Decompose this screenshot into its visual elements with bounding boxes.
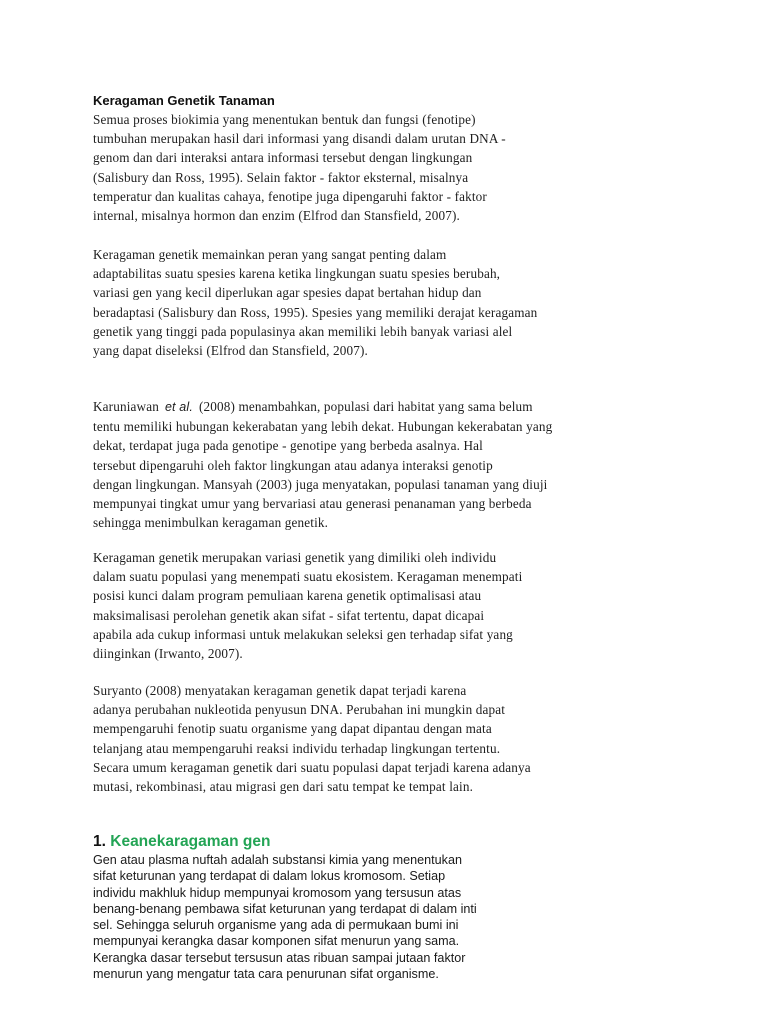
paragraph-line: diinginkan (Irwanto, 2007). [93, 646, 243, 662]
paragraph-line: apabila ada cukup informasi untuk melakukan seleksi gen terhadap sifat yang [93, 626, 513, 642]
author-name: Karuniawan [93, 399, 159, 414]
paragraph-line: temperatur dan kualitas cahaya, fenotipe juga dipengaruhi faktor - faktor [93, 188, 487, 204]
section-line: individu makhluk hidup mempunyai kromosom yang tersusun atas [93, 885, 462, 900]
section-number: 1. [93, 833, 106, 850]
document-title: Keragaman Genetik Tanaman [93, 93, 275, 108]
paragraph-line: Suryanto (2008) menyatakan keragaman genetik dapat terjadi karena [93, 683, 467, 698]
paragraph-line: maksimalisasi perolehan genetik akan sifat - sifat tertentu, dapat dicapai [93, 607, 485, 623]
paragraph-line: Keragaman genetik merupakan variasi genetik yang dimiliki oleh individu [93, 550, 497, 565]
paragraph-line: variasi gen yang kecil diperlukan agar spesies dapat bertahan hidup dan [93, 285, 482, 301]
paragraph-line: mempunyai tingkat umur yang bervariasi atau generasi penanaman yang berbeda [93, 496, 532, 512]
section-heading [93, 832, 271, 852]
section-line: benang-benang pembawa sifat keturunan yang terdapat di dalam inti [93, 901, 477, 916]
section-line: sifat keturunan yang terdapat di dalam lokus kromosom. Setiap [93, 869, 446, 884]
paragraph-line: dengan lingkungan. Mansyah (2003) juga menyatakan, populasi tanaman yang diuji [93, 476, 548, 492]
paragraph-keragaman-variasi [93, 548, 693, 663]
section-line: mempunyai kerangka dasar komponen sifat menurun yang sama. [93, 934, 460, 949]
paragraph-line: internal, misalnya hormon dan enzim (Elfrod dan Stansfield, 2007). [93, 208, 460, 224]
paragraph-line: posisi kunci dalam program pemuliaan karena genetik optimalisasi atau [93, 588, 482, 604]
section-line: Kerangka dasar tersebut tersusun atas ribuan sampai jutaan faktor [93, 950, 466, 965]
first-line-rest: (2008) menambahkan, populasi dari habitat yang sama belum [198, 399, 533, 414]
paragraph-fenotipe [93, 110, 693, 225]
section-body [93, 852, 563, 982]
section-heading-text: Keanekaragaman gen [110, 833, 271, 850]
paragraph-karuniawan [93, 397, 693, 532]
paragraph-line: telanjang atau mempengaruhi reaksi individu terhadap lingkungan tertentu. [93, 740, 501, 756]
paragraph-line: (Salisbury dan Ross, 1995). Selain faktor - faktor eksternal, misalnya [93, 169, 469, 185]
paragraph-line: Semua proses biokimia yang menentukan bentuk dan fungsi (fenotipe) [93, 112, 476, 127]
paragraph-line: tentu memiliki hubungan kekerabatan yang lebih dekat. Hubungan kekerabatan yang [93, 419, 553, 435]
paragraph-line: genom dan dari interaksi antara informasi tersebut dengan lingkungan [93, 150, 473, 166]
paragraph-line: beradaptasi (Salisbury dan Ross, 1995). Spesies yang memiliki derajat keragaman [93, 304, 538, 320]
paragraph-line: sehingga menimbulkan keragaman genetik. [93, 515, 329, 531]
paragraph-line: adaptabilitas suatu spesies karena ketika lingkungan suatu spesies berubah, [93, 266, 501, 282]
paragraph-suryanto [93, 681, 693, 796]
et-al-italic: et al. [164, 400, 193, 414]
section-line: Gen atau plasma nuftah adalah substansi kimia yang menentukan [93, 853, 462, 867]
paragraph-line: mempengaruhi fenotip suatu organisme yang dapat dipantau dengan mata [93, 721, 492, 737]
paragraph-line: Secara umum keragaman genetik dari suatu populasi dapat terjadi karena adanya [93, 759, 531, 775]
paragraph-line: Keragaman genetik memainkan peran yang sangat penting dalam [93, 247, 447, 262]
paragraph-line: genetik yang tinggi pada populasinya akan memiliki lebih banyak variasi alel [93, 323, 513, 339]
paragraph-line: mutasi, rekombinasi, atau migrasi gen dari satu tempat ke tempat lain. [93, 779, 474, 795]
paragraph-line: yang dapat diseleksi (Elfrod dan Stansfield, 2007). [93, 343, 368, 359]
section-line: sel. Sehingga seluruh organisme yang ada di permukaan bumi ini [93, 918, 459, 933]
paragraph-line: dalam suatu populasi yang menempati suatu ekosistem. Keragaman menempati [93, 569, 523, 585]
paragraph-line: tumbuhan merupakan hasil dari informasi yang disandi dalam urutan DNA - [93, 131, 506, 147]
paragraph-line: tersebut dipengaruhi oleh faktor lingkungan atau adanya interaksi genotip [93, 457, 493, 473]
paragraph-line: adanya perubahan nukleotida penyusun DNA. Perubahan ini mungkin dapat [93, 702, 506, 718]
section-line: menurun yang mengatur tata cara penurunan sifat organisme. [93, 967, 439, 982]
paragraph-line: dekat, terdapat juga pada genotipe - genotipe yang berbeda asalnya. Hal [93, 438, 483, 454]
paragraph-adaptabilitas [93, 245, 693, 360]
paragraph-line [93, 397, 693, 417]
